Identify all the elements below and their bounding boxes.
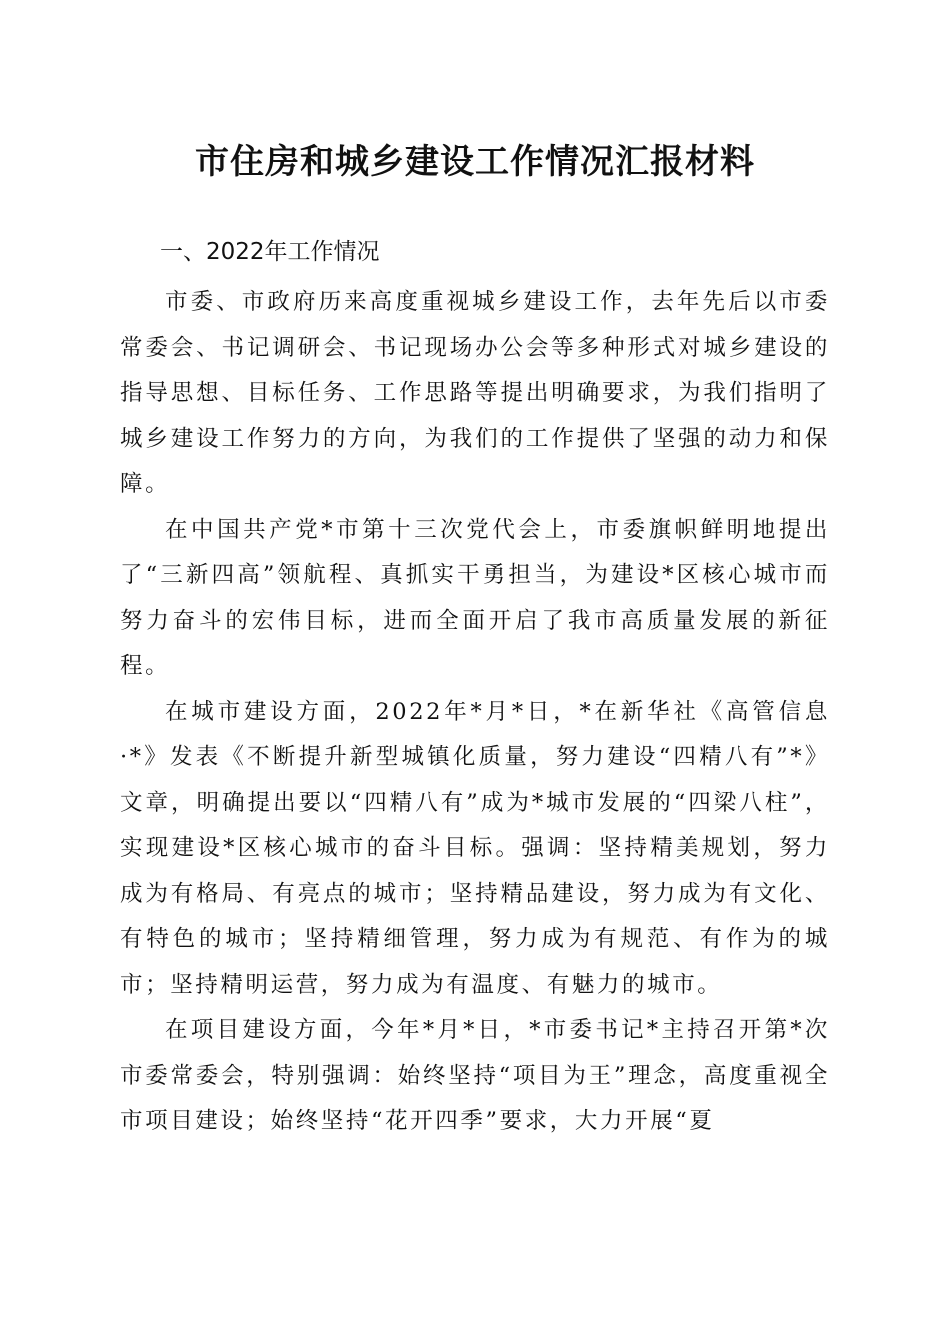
paragraph-1: 市委、市政府历来高度重视城乡建设工作，去年先后以市委常委会、书记调研会、书记现场办公会等多种形式对城乡建设的指导思想、目标任务、工作思路等提出明确要求，为我们指明了城乡建设工作努力的方向，为我们的工作提供了坚强的动力和保障。 (120, 289, 830, 497)
document-title: 市住房和城乡建设工作情况汇报材料 (195, 142, 755, 182)
section-heading: 一、2022年工作情况 (160, 239, 380, 265)
paragraph-4: 在项目建设方面，今年*月*日，*市委书记*主持召开第*次市委常委会，特别强调：始终坚持“项目为王”理念，高度重视全市项目建设；始终坚持“花开四季”要求，大力开展“夏 (120, 1017, 830, 1134)
document-body (120, 280, 830, 1145)
paragraph-2: 在中国共产党*市第十三次党代会上，市委旗帜鲜明地提出了“三新四高”领航程、真抓实干勇担当，为建设*区核心城市而努力奋斗的宏伟目标，进而全面开启了我市高质量发展的新征程。 (120, 516, 830, 679)
paragraph-3: 在城市建设方面，2022年*月*日，*在新华社《高管信息·*》发表《不断提升新型城镇化质量，努力建设“四精八有”*》文章，明确提出要以“四精八有”成为*城市发展的“四梁八柱”，实现建设*区核心城市的奋斗目标。强调：坚持精美规划，努力成为有格局、有亮点的城市；坚持精品建设，努力成为有文化、有特色的城市；坚持精细管理，努力成为有规范、有作为的城市；坚持精明运营，努力成为有温度、有魅力的城市。 (120, 698, 830, 998)
